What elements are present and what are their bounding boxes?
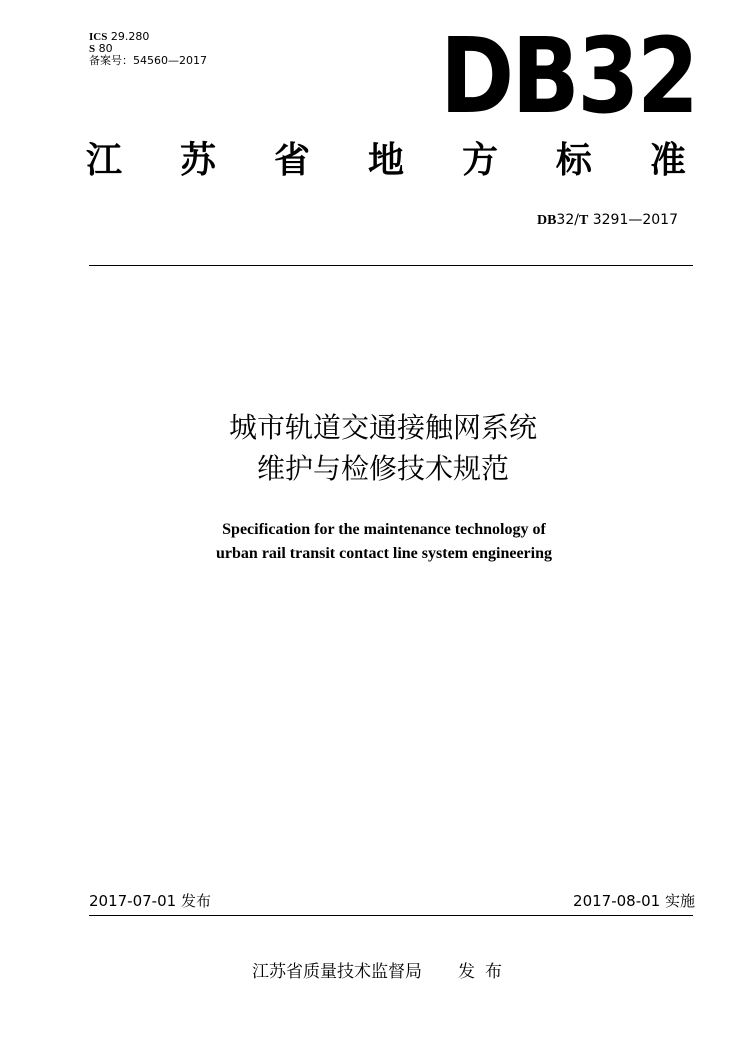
title-char: 方 [461,139,498,181]
std-prefix-t: T [578,213,589,228]
title-en-line1: Specification for the maintenance technology of [222,521,546,538]
bottom-divider [89,915,693,916]
ics-value: 29.280 [110,30,150,43]
classification-block [89,31,207,67]
title-cn-line1: 城市轨道交通接触网系统 [228,411,537,444]
class-label: S [89,43,96,55]
title-char: 省 [273,139,310,181]
title-char: 苏 [179,139,216,181]
publisher-line [252,960,512,984]
implementation-date: 2017-08-01 实施 [573,892,695,910]
standard-number [537,212,678,229]
publish-verb: 发布 [458,962,512,982]
title-en-line2: urban rail transit contact line system engineering [216,545,552,562]
title-char: 标 [555,139,592,181]
publisher-name: 江苏省质量技术监督局 [252,962,422,982]
class-value: 80 [98,42,113,55]
std-prefix-db: DB [536,213,557,228]
db32-logo: DB32 [440,15,697,137]
title-cn-line2: 维护与检修技术规范 [256,452,509,485]
std-rest: 3291—2017 [588,212,678,228]
std-num1: 32/ [556,212,579,228]
ics-label: ICS [89,31,108,43]
title-char: 准 [649,139,686,181]
filing-number: 备案号：54560—2017 [89,54,207,67]
title-char: 江 [86,139,123,181]
issue-date: 2017-07-01 发布 [89,892,211,910]
top-divider [89,265,693,266]
title-char: 地 [367,139,404,181]
standard-type-title [86,138,686,182]
